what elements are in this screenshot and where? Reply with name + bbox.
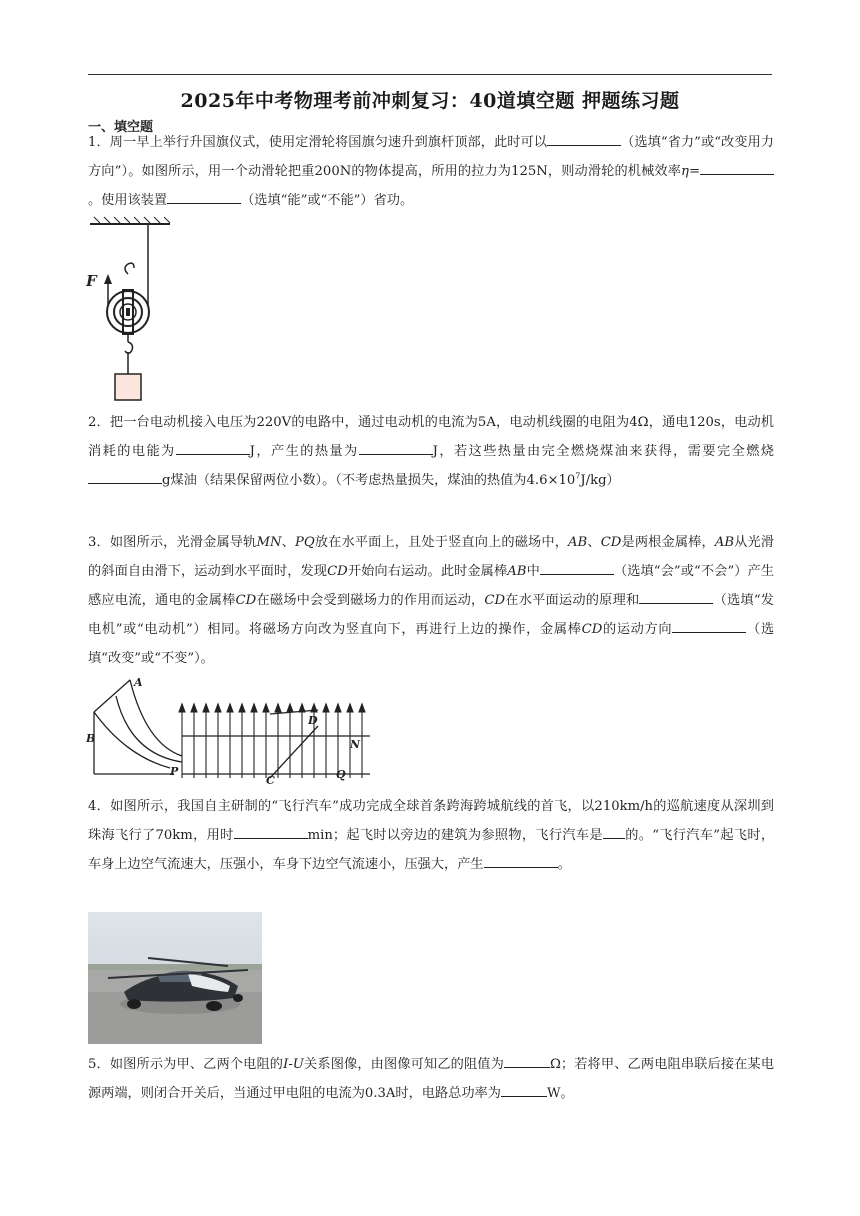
answer-blank[interactable] — [672, 618, 746, 633]
answer-blank[interactable] — [484, 853, 558, 868]
label-n: N — [350, 738, 361, 751]
answer-blank[interactable] — [88, 469, 162, 484]
question-1: 1．周一早上举行升国旗仪式，使用定滑轮将国旗匀速升到旗杆顶部，此时可以 （选填“省力”或“改变用力方向”）。如图所示，用一个动滑轮把重200N的物体提高，所用的拉力为125N，则动滑轮的机械效率η=。使用该装置 （选填“能”或“不能”）省功。 — [88, 128, 774, 215]
question-5: 5．如图所示为甲、乙两个电阻的I-U关系图像，由图像可知乙的阻值为 Ω；若将甲、乙两电阻串联后接在某电源两端，则闭合开关后，当通过甲电阻的电流为0.3A时，电路总功率为 W。 — [88, 1050, 774, 1108]
answer-blank[interactable] — [167, 189, 241, 204]
answer-blank[interactable] — [700, 160, 774, 175]
answer-blank[interactable] — [234, 824, 308, 839]
answer-blank[interactable] — [639, 589, 713, 604]
label-b: B — [86, 732, 96, 745]
answer-blank[interactable] — [359, 440, 433, 455]
top-rule — [88, 74, 772, 75]
answer-blank[interactable] — [540, 560, 614, 575]
answer-blank[interactable] — [176, 440, 250, 455]
label-d: D — [308, 714, 318, 727]
question-2: 2．把一台电动机接入电压为220V的电路中，通过电动机的电流为5A，电动机线圈的电阻为4Ω，通电120s，电动机消耗的电能为 J，产生的热量为 J，若这些热量由完全燃烧煤油来获得，需要完全燃烧g煤油（结果保留两位小数）。（不考虑热量损失，煤油的热值为$4.6\times 10^7J/kg$） — [88, 415, 774, 488]
label-a: A — [134, 676, 143, 689]
answer-blank[interactable] — [504, 1053, 550, 1068]
force-label: F — [86, 272, 97, 290]
pulley-figure — [86, 216, 176, 402]
question-4: 4．如图所示，我国自主研制的“飞行汽车”成功完成全球首条跨海跨城航线的首飞，以210km/h的巡航速度从深圳到珠海飞行了70km，用时 min；起飞时以旁边的建筑为参照物，飞行汽车是 的。“飞行汽车”起飞时，车身上边空气流速大，压强小，车身下边空气流速小，压强大，产生 。 — [88, 799, 775, 872]
rails-figure — [86, 674, 376, 786]
label-c: C — [266, 774, 275, 786]
answer-blank[interactable] — [603, 824, 625, 839]
label-p: P — [170, 765, 179, 778]
answer-blank[interactable] — [501, 1082, 547, 1097]
question-3: 3．如图所示，光滑金属导轨MN、PQ放在水平面上，且处于竖直向上的磁场中，AB、CD是两根金属棒，AB从光滑的斜面自由滑下，运动到水平面时，发现CD开始向右运动。此时金属棒AB中 （选填“会”或“不会”）产生感应电流，通电的金属棒CD在磁场中会受到磁场力的作用而运动，CD在水平面运动的原理和 （选填“发电机”或“电动机”）相同。将磁场方向改为竖直向下，再进行上边的操作，金属棒CD的运动方向 （选填“改变”或“不变”）。 — [88, 535, 775, 666]
label-q: Q — [336, 768, 346, 781]
section-heading: 一、填空题 — [88, 120, 154, 135]
flying-car-photo — [88, 912, 262, 1044]
answer-blank[interactable] — [547, 131, 621, 146]
page-title: 2025年中考物理考前冲刺复习：40道填空题 押题练习题 — [180, 90, 680, 112]
